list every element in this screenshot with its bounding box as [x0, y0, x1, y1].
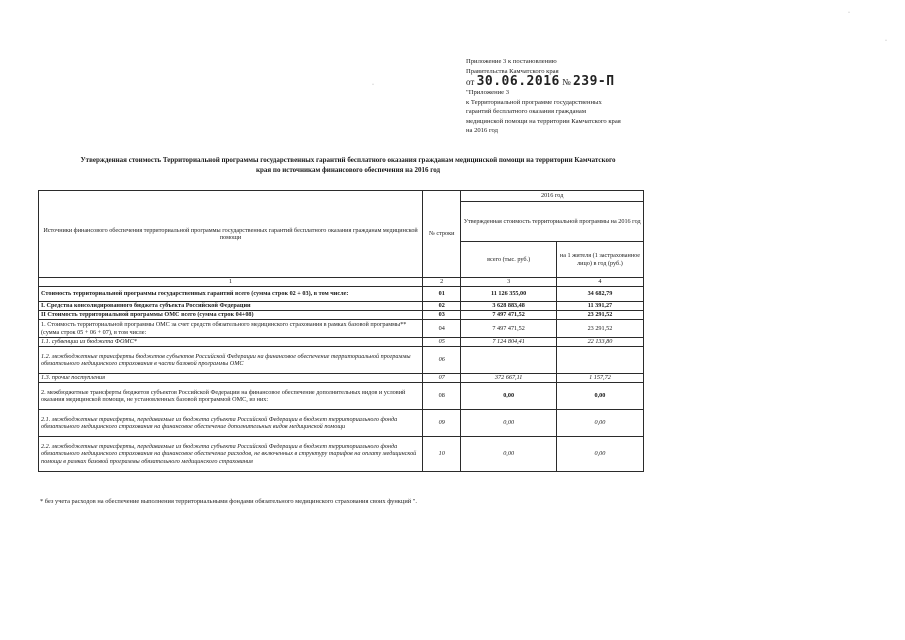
row-description: 1. Стоимость территориальной программы ОМС за счет средств обязательного медицинского страхования в рамках базовой программы** (сумма строк 05 + 06 + 07), в том числе:	[39, 320, 423, 338]
index-cell: 2	[423, 278, 461, 287]
row-total-value: 372 667,11	[461, 374, 557, 383]
row-number: 02	[423, 302, 461, 311]
row-per-resident-value: 0,00	[556, 383, 643, 410]
scan-speck: ·	[848, 10, 850, 16]
table-body	[39, 287, 644, 472]
appendix-line-6: гарантий бесплатного оказания гражданам	[466, 108, 587, 115]
row-per-resident-value: 0,00	[556, 437, 643, 472]
handwritten-number: 239-П	[572, 74, 615, 89]
table-header-row-1	[39, 191, 644, 202]
table-row	[39, 338, 644, 347]
row-per-resident-value: 23 291,52	[556, 311, 643, 320]
row-description: II Стоимость территориальной программы ОМС всего (сумма строк 04+08)	[39, 311, 423, 320]
row-description: I. Средства консолидированного бюджета субъекта Российской Федерации	[39, 302, 423, 311]
table-row	[39, 287, 644, 302]
scan-speck: ·	[885, 38, 887, 44]
row-number: 03	[423, 311, 461, 320]
document-title-line-2: края по источникам финансового обеспечения на 2016 год	[255, 166, 441, 174]
table-row	[39, 410, 644, 437]
row-description: Стоимость территориальной программы государственных гарантий всего (сумма строк 02 + 03), в том числе:	[39, 287, 423, 302]
number-symbol: №	[562, 77, 571, 87]
table-row	[39, 320, 644, 338]
row-total-value: 7 497 471,52	[461, 311, 557, 320]
header-row-number: № строки	[423, 191, 461, 278]
appendix-line-5: к Территориальной программе государственных	[466, 98, 602, 106]
table-row	[39, 302, 644, 311]
table-row	[39, 437, 644, 472]
row-per-resident-value: 34 682,79	[556, 287, 643, 302]
row-description: 2.1. межбюджетные трансферты, передаваемые из бюджета субъекта Российской Федерации в бюджет территориального фонда обязательного медицинского страхования на финансовое обеспечение дополнительных видов медицинской помощи	[39, 410, 423, 437]
document-title	[48, 155, 648, 175]
row-number: 06	[423, 347, 461, 374]
row-number: 04	[423, 320, 461, 338]
handwritten-date: 30.06.2016	[476, 74, 560, 89]
row-number: 10	[423, 437, 461, 472]
appendix-line-8: на 2016 год	[466, 127, 498, 134]
appendix-line-2: Правительства Камчатского края	[466, 67, 559, 75]
row-description: 1.1. субвенции из бюджета ФОМС*	[39, 338, 423, 347]
appendix-line-4: "Приложение 3	[466, 89, 510, 96]
row-total-value: 7 497 471,52	[461, 320, 557, 338]
row-per-resident-value: 1 157,72	[556, 374, 643, 383]
index-cell: 4	[556, 278, 643, 287]
row-per-resident-value	[556, 347, 643, 374]
row-per-resident-value: 0,00	[556, 410, 643, 437]
index-cell: 3	[461, 278, 557, 287]
row-total-value: 3 628 883,48	[461, 302, 557, 311]
row-per-resident-value: 22 133,80	[556, 338, 643, 347]
footnote: * без учета расходов на обеспечение выполнения территориальными фондами обязательного медицинского страхования своих функций ".	[40, 498, 417, 505]
table-row	[39, 347, 644, 374]
appendix-line-1: Приложение 3 к постановлению	[466, 58, 557, 65]
table-row	[39, 383, 644, 410]
row-number: 08	[423, 383, 461, 410]
row-number: 05	[423, 338, 461, 347]
row-number: 01	[423, 287, 461, 302]
header-total: всего (тыс. руб.)	[461, 242, 557, 278]
date-prefix: от	[466, 77, 475, 87]
row-description: 1.3. прочие поступления	[39, 374, 423, 383]
table-row	[39, 311, 644, 320]
appendix-date-line	[466, 76, 706, 88]
appendix-block	[466, 57, 706, 136]
row-total-value: 0,00	[461, 410, 557, 437]
appendix-line-7: медицинской помощи на территории Камчатского края	[466, 117, 621, 125]
table-row	[39, 374, 644, 383]
row-per-resident-value: 11 391,27	[556, 302, 643, 311]
header-per-resident: на 1 жителя (1 застрахованное лицо) в год (руб.)	[556, 242, 643, 278]
row-description: 2. межбюджетные трансферты бюджетов субъектов Российской Федерации на финансовое обеспечение дополнительных видов и условий оказания медицинской помощи, не установленных базовой программой ОМС, из них:	[39, 383, 423, 410]
header-sources: Источники финансового обеспечения территориальной программы государственных гарантий бесплатного оказания гражданам медицинской помощи	[39, 191, 423, 278]
row-total-value: 7 124 804,41	[461, 338, 557, 347]
row-total-value	[461, 347, 557, 374]
header-year: 2016 год	[461, 191, 644, 202]
row-per-resident-value: 23 291,52	[556, 320, 643, 338]
header-approved-cost: Утвержденная стоимость территориальной программы на 2016 год	[461, 202, 644, 242]
row-number: 09	[423, 410, 461, 437]
scan-speck: ·	[372, 82, 374, 88]
row-total-value: 0,00	[461, 437, 557, 472]
row-description: 2.2. межбюджетные трансферты, передаваемые из бюджета субъекта Российской Федерации в бюджет территориального фонда обязательного медицинского страхования на финансовое обеспечение расходов, не включенных в структуру тарифов на оплату медицинской помощи в рамках базовой программы обязательного медицинского страхования	[39, 437, 423, 472]
row-description: 1.2. межбюджетные трансферты бюджетов субъектов Российской Федерации на финансовое обеспечение территориальной программы обязательного медицинского страхования в части базовой программы ОМС	[39, 347, 423, 374]
cost-table	[38, 190, 644, 472]
document-title-line-1: Утвержденная стоимость Территориальной программы государственных гарантий бесплатного оказания гражданам медицинской помощи на территории Камчатского	[80, 156, 616, 164]
row-total-value: 11 126 355,00	[461, 287, 557, 302]
row-total-value: 0,00	[461, 383, 557, 410]
index-cell: 1	[39, 278, 423, 287]
row-number: 07	[423, 374, 461, 383]
table-index-row	[39, 278, 644, 287]
